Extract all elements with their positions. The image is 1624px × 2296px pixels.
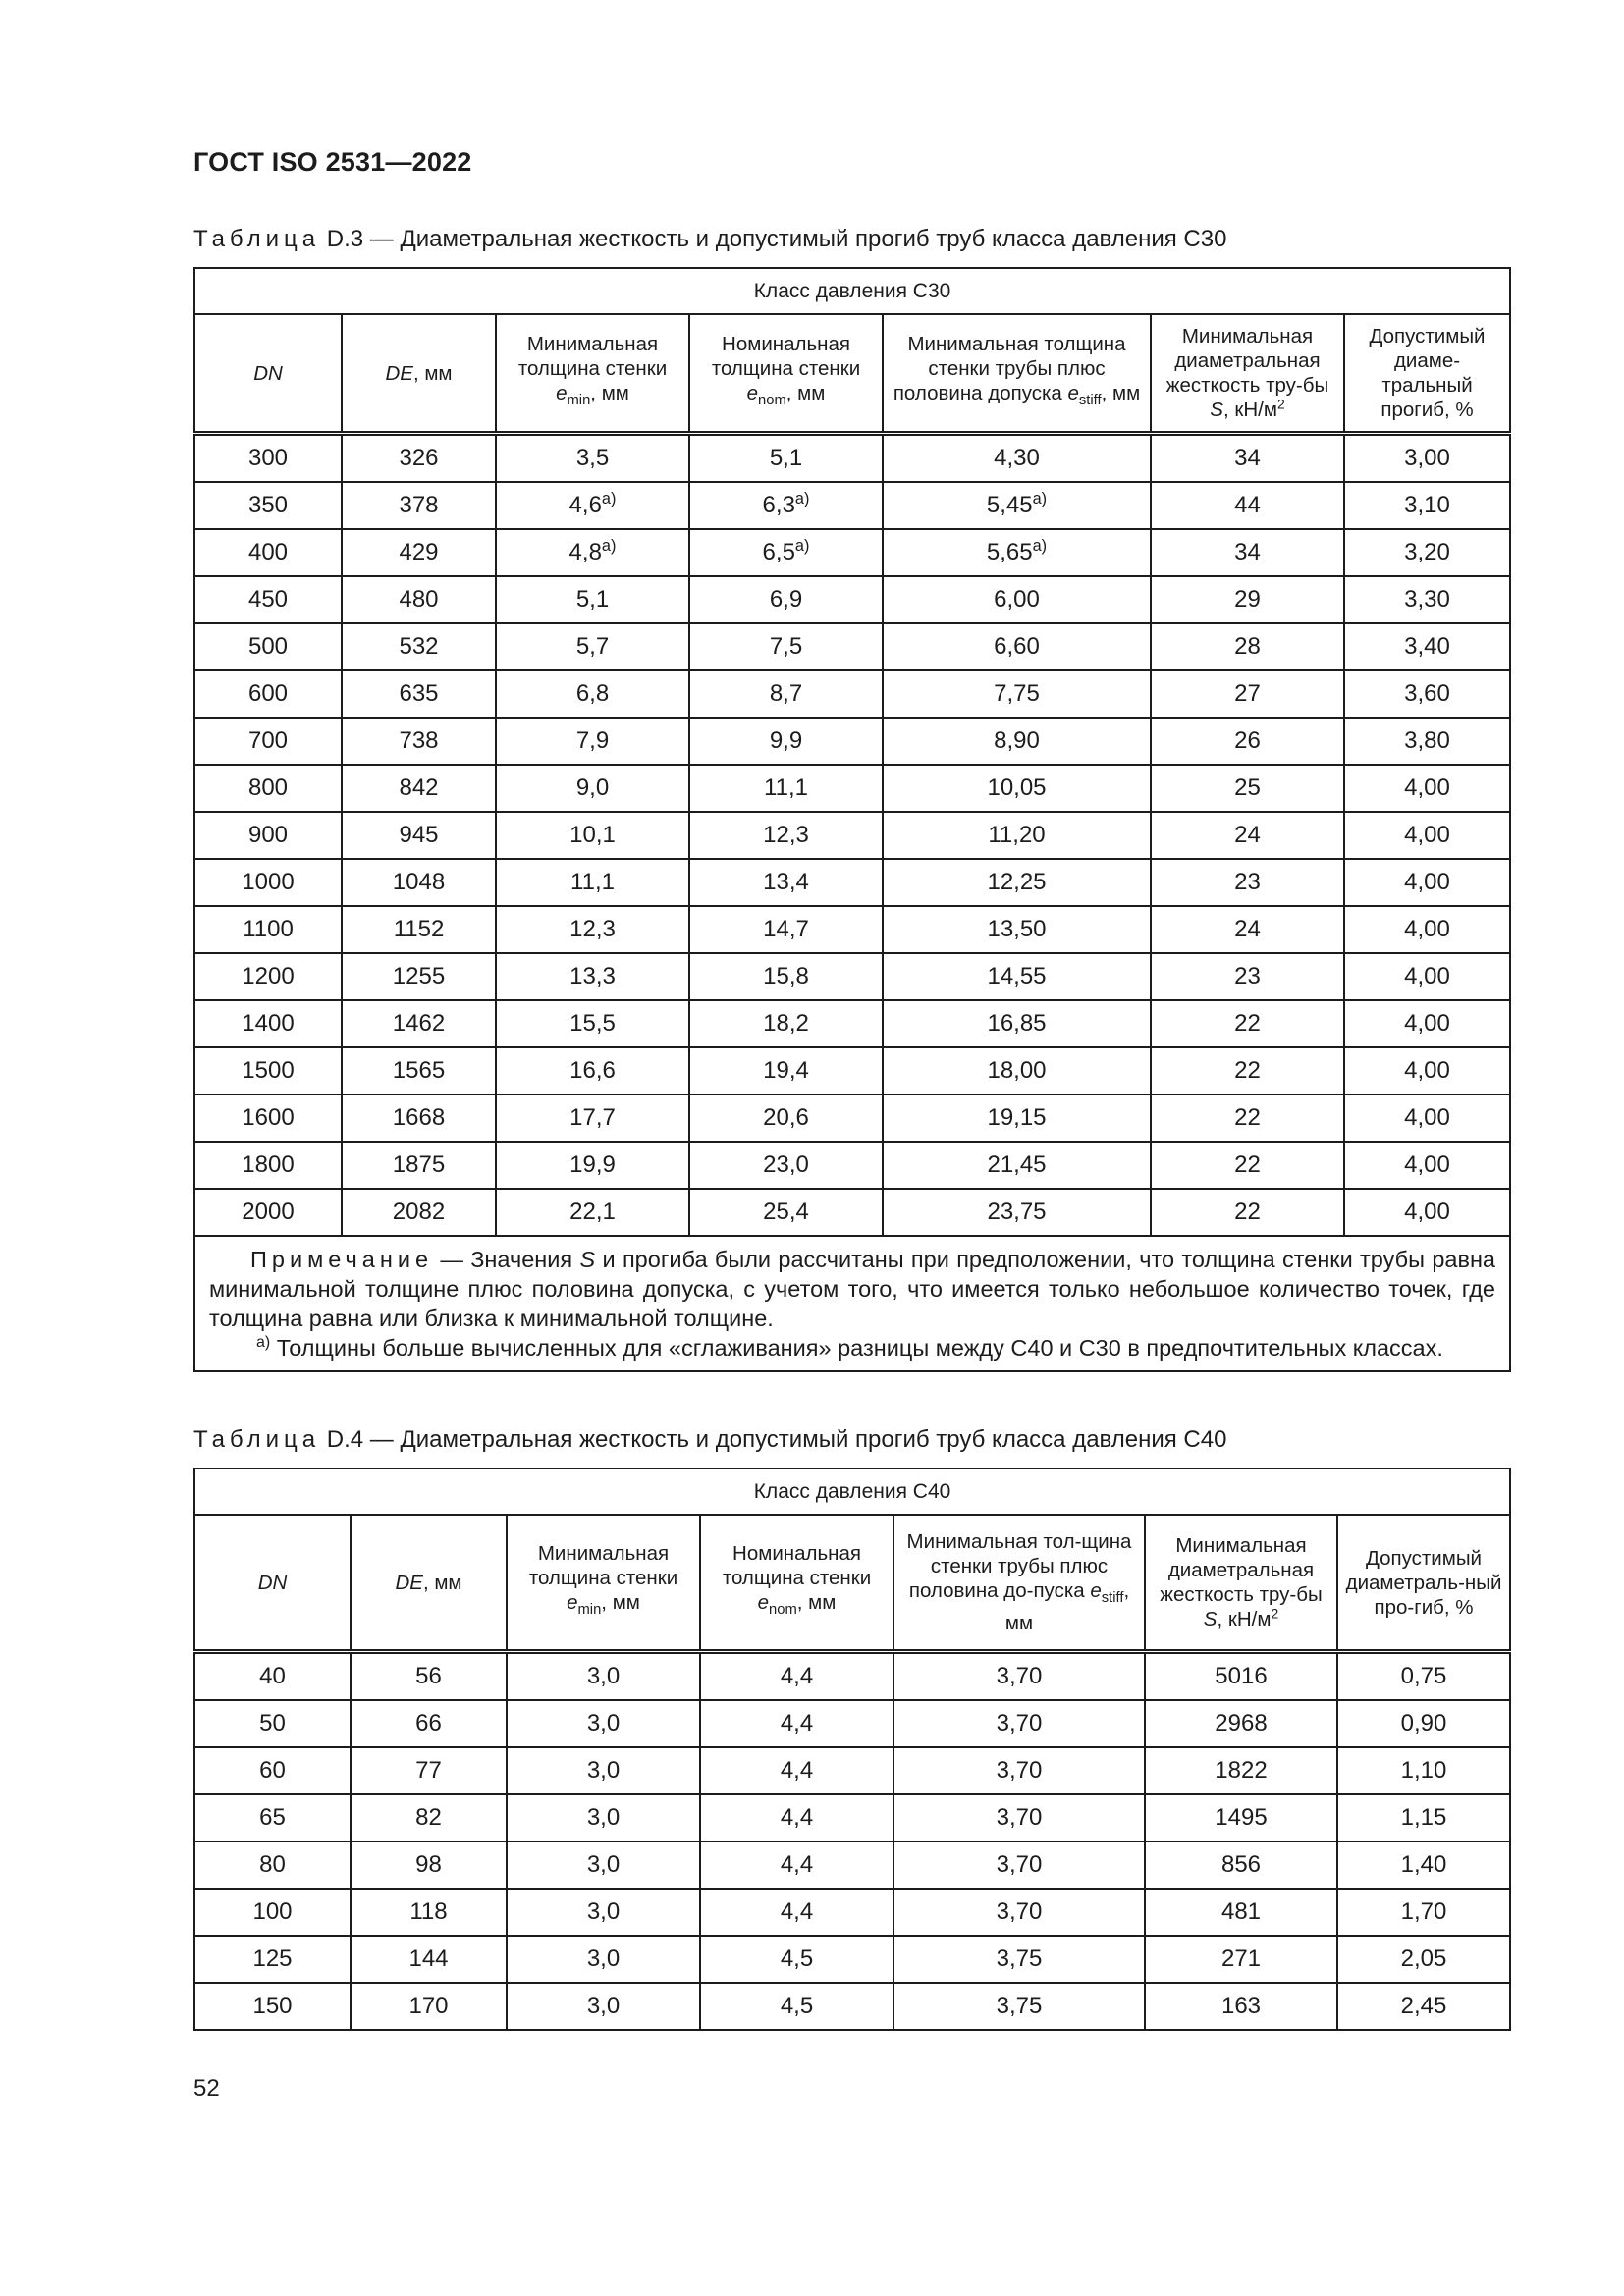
table-cell: 1100 (194, 906, 342, 953)
table-cell: 11,1 (496, 859, 689, 906)
table-cell: 4,00 (1344, 859, 1510, 906)
table-cell: 98 (351, 1842, 507, 1889)
note-paragraph: Примечание — Значения S и прогиба были рассчитаны при предположении, что толщина стенки трубы равна минимальной толщине плюс половина допуска, с учетом того, что имеется только небольшое количество точек, где толщина равна или близка к минимальной толщине. (209, 1247, 1496, 1331)
note-label: Примечание (250, 1247, 434, 1272)
table-cell: 7,75 (883, 670, 1151, 718)
footnote-mark: a) (601, 490, 617, 508)
table-cell: 4,00 (1344, 812, 1510, 859)
table-cell: 16,85 (883, 1000, 1151, 1047)
header-stiffness: Минимальная диаметральная жесткость тру-бы S, $кН/м^2$ (1151, 314, 1344, 434)
table-cell: 4,00 (1344, 1189, 1510, 1236)
table-cell: 3,20 (1344, 529, 1510, 576)
table-cell: 6,3$^{a)}$ (689, 482, 883, 529)
table-cell: 4,00 (1344, 1142, 1510, 1189)
table-cell: 4,4 (700, 1747, 893, 1794)
table-cell: 16,6 (496, 1047, 689, 1095)
table-cell: 300 (194, 434, 342, 483)
table-cell: 26 (1151, 718, 1344, 765)
table-cell: 44 (1151, 482, 1344, 529)
table-cell: 3,0 (507, 1652, 700, 1701)
table-cell: 3,00 (1344, 434, 1510, 483)
table-row (194, 859, 1510, 906)
table-cell: 22 (1151, 1142, 1344, 1189)
table-cell: 480 (342, 576, 496, 623)
table-cell: 29 (1151, 576, 1344, 623)
table-cell: 77 (351, 1747, 507, 1794)
table-cell: 13,4 (689, 859, 883, 906)
table-cell: 23,75 (883, 1189, 1151, 1236)
header-deflection: Допустимый диаме-тральный прогиб, % (1344, 314, 1510, 434)
header-de: DE, мм (342, 314, 496, 434)
table-cell: 350 (194, 482, 342, 529)
table-cell: 18,00 (883, 1047, 1151, 1095)
header-estiff: Минимальная толщина стенки трубы плюс половина допуска $e_{stiff}$, мм (883, 314, 1151, 434)
table-cell: 1500 (194, 1047, 342, 1095)
table-cell: 1875 (342, 1142, 496, 1189)
table-cell: 1,10 (1337, 1747, 1510, 1794)
table-cell: 6,9 (689, 576, 883, 623)
table-cell: 4,00 (1344, 953, 1510, 1000)
header-row (194, 314, 1510, 434)
table-cell: 15,8 (689, 953, 883, 1000)
table-cell: 4,6$^{a)}$ (496, 482, 689, 529)
table-d4-body (194, 1652, 1510, 2031)
table-cell: 800 (194, 765, 342, 812)
footnote-mark: a) (794, 537, 810, 556)
table-cell: 3,40 (1344, 623, 1510, 670)
table-cell: 0,90 (1337, 1700, 1510, 1747)
table-cell: 34 (1151, 434, 1344, 483)
table-cell: 450 (194, 576, 342, 623)
table-cell: 8,7 (689, 670, 883, 718)
table-cell: 11,20 (883, 812, 1151, 859)
table-cell: 22 (1151, 1095, 1344, 1142)
table-cell: 429 (342, 529, 496, 576)
table-cell: 1565 (342, 1047, 496, 1095)
table-cell: 3,70 (893, 1794, 1145, 1842)
table-cell: 900 (194, 812, 342, 859)
table-cell: 14,55 (883, 953, 1151, 1000)
table-row (194, 529, 1510, 576)
table-cell: 2,45 (1337, 1983, 1510, 2030)
table-cell: 66 (351, 1700, 507, 1747)
table-cell: 8,90 (883, 718, 1151, 765)
table-cell: 82 (351, 1794, 507, 1842)
table-cell: 12,25 (883, 859, 1151, 906)
header-estiff: Минимальная тол-щина стенки трубы плюс половина до-пуска $e_{stiff}$, мм (893, 1515, 1145, 1652)
table-cell: 1668 (342, 1095, 496, 1142)
table-cell: 271 (1145, 1936, 1337, 1983)
footnote-text: Толщины больше вычисленных для «сглаживания» разницы между С40 и С30 в предпочтительных классах. (270, 1335, 1443, 1361)
table-cell: 6,60 (883, 623, 1151, 670)
table-row (194, 1794, 1510, 1842)
table-row (194, 1936, 1510, 1983)
table-cell: 50 (194, 1700, 351, 1747)
table-cell: 19,15 (883, 1095, 1151, 1142)
table-cell: 12,3 (689, 812, 883, 859)
table-cell: 27 (1151, 670, 1344, 718)
table-cell: 22 (1151, 1189, 1344, 1236)
table-cell: 25 (1151, 765, 1344, 812)
table-cell: 3,70 (893, 1747, 1145, 1794)
table-cell: 22 (1151, 1047, 1344, 1095)
table-cell: 170 (351, 1983, 507, 2030)
page-number: 52 (193, 2075, 220, 2102)
table-cell: 1152 (342, 906, 496, 953)
footnote-mark: a) (794, 490, 810, 508)
table-cell: 4,4 (700, 1842, 893, 1889)
table-cell: 3,5 (496, 434, 689, 483)
table-cell: 1462 (342, 1000, 496, 1047)
table-cell: 842 (342, 765, 496, 812)
table-cell: 13,50 (883, 906, 1151, 953)
header-dn: DN (194, 314, 342, 434)
table-cell: 1600 (194, 1095, 342, 1142)
table-cell: 481 (1145, 1889, 1337, 1936)
table-cell: 3,75 (893, 1936, 1145, 1983)
table-cell: 23 (1151, 953, 1344, 1000)
table-cell: 1,40 (1337, 1842, 1510, 1889)
table-cell: 532 (342, 623, 496, 670)
document-header: ГОСТ ISO 2531—2022 (193, 147, 472, 177)
table-cell: 20,6 (689, 1095, 883, 1142)
header-enom: Номинальная толщина стенки $e_{nom}$, мм (700, 1515, 893, 1652)
table-row (194, 1700, 1510, 1747)
footnote-mark: a) (1032, 537, 1048, 556)
table-cell: 24 (1151, 906, 1344, 953)
table-cell: 100 (194, 1889, 351, 1936)
table-cell: 738 (342, 718, 496, 765)
footnote-mark: a) (1032, 490, 1048, 508)
table-cell: 22,1 (496, 1189, 689, 1236)
table-row (194, 812, 1510, 859)
table-cell: 378 (342, 482, 496, 529)
table-cell: 34 (1151, 529, 1344, 576)
header-de: DE, мм (351, 1515, 507, 1652)
table-cell: 3,70 (893, 1700, 1145, 1747)
class-label: Класс давления С40 (194, 1468, 1510, 1515)
table-row (194, 1842, 1510, 1889)
table-cell: 4,5 (700, 1983, 893, 2030)
table-cell: 3,0 (507, 1983, 700, 2030)
table-cell: 4,4 (700, 1700, 893, 1747)
table-cell: 144 (351, 1936, 507, 1983)
table-cell: 3,60 (1344, 670, 1510, 718)
table-cell: 4,5 (700, 1936, 893, 1983)
table-cell: 635 (342, 670, 496, 718)
table-cell: 4,4 (700, 1889, 893, 1936)
table-cell: 10,05 (883, 765, 1151, 812)
table-cell: 2,05 (1337, 1936, 1510, 1983)
table-cell: 1048 (342, 859, 496, 906)
table-row (194, 765, 1510, 812)
table-cell: 600 (194, 670, 342, 718)
table-cell: 23,0 (689, 1142, 883, 1189)
caption-text: D.3 — Диаметральная жесткость и допустимый прогиб труб класса давления С30 (320, 226, 1227, 252)
class-label: Класс давления С30 (194, 268, 1510, 314)
table-cell: 1400 (194, 1000, 342, 1047)
table-cell: 3,0 (507, 1747, 700, 1794)
table-cell: 3,0 (507, 1700, 700, 1747)
table-cell: 11,1 (689, 765, 883, 812)
table-cell: 118 (351, 1889, 507, 1936)
header-emin: Минимальная толщина стенки $e_{min}$, мм (507, 1515, 700, 1652)
table-cell: 28 (1151, 623, 1344, 670)
table-d3 (193, 267, 1511, 1372)
table-row (194, 576, 1510, 623)
table-cell: 24 (1151, 812, 1344, 859)
table-cell: 4,8$^{a)}$ (496, 529, 689, 576)
table-d3-body (194, 434, 1510, 1237)
table-cell: 163 (1145, 1983, 1337, 2030)
header-dn: DN (194, 1515, 351, 1652)
table-cell: 500 (194, 623, 342, 670)
table-cell: 3,0 (507, 1889, 700, 1936)
table-cell: 7,9 (496, 718, 689, 765)
table-cell: 10,1 (496, 812, 689, 859)
table-cell: 19,9 (496, 1142, 689, 1189)
table-cell: 12,3 (496, 906, 689, 953)
table-d4 (193, 1468, 1511, 2031)
table-row (194, 1983, 1510, 2030)
table-cell: 1,70 (1337, 1889, 1510, 1936)
table-cell: 60 (194, 1747, 351, 1794)
table-cell: 1200 (194, 953, 342, 1000)
table-cell: 65 (194, 1794, 351, 1842)
table-cell: 3,30 (1344, 576, 1510, 623)
table-cell: 56 (351, 1652, 507, 1701)
caption-text: D.4 — Диаметральная жесткость и допустимый прогиб труб класса давления С40 (320, 1426, 1227, 1453)
table-cell: 13,3 (496, 953, 689, 1000)
table-cell: 7,5 (689, 623, 883, 670)
table-row (194, 906, 1510, 953)
table-cell: 1000 (194, 859, 342, 906)
table-cell: 5016 (1145, 1652, 1337, 1701)
table-cell: 5,7 (496, 623, 689, 670)
table-cell: 4,4 (700, 1652, 893, 1701)
table-cell: 4,00 (1344, 1095, 1510, 1142)
table-cell: 1,15 (1337, 1794, 1510, 1842)
table-cell: 14,7 (689, 906, 883, 953)
table-cell: 4,00 (1344, 765, 1510, 812)
table-cell: 1255 (342, 953, 496, 1000)
table-cell: 1822 (1145, 1747, 1337, 1794)
table-note (194, 1236, 1510, 1371)
table-cell: 4,00 (1344, 1000, 1510, 1047)
table-cell: 3,70 (893, 1889, 1145, 1936)
table-cell: 1495 (1145, 1794, 1337, 1842)
table-cell: 2968 (1145, 1700, 1337, 1747)
table-cell: 25,4 (689, 1189, 883, 1236)
table-cell: 4,30 (883, 434, 1151, 483)
table-cell: 5,45$^{a)}$ (883, 482, 1151, 529)
table-cell: 5,65$^{a)}$ (883, 529, 1151, 576)
table-cell: 9,9 (689, 718, 883, 765)
table-row (194, 1189, 1510, 1236)
table-cell: 2082 (342, 1189, 496, 1236)
table-cell: 125 (194, 1936, 351, 1983)
table-cell: 5,1 (496, 576, 689, 623)
table-row (194, 623, 1510, 670)
table-cell: 40 (194, 1652, 351, 1701)
header-deflection: Допустимый диаметраль-ный про-гиб, % (1337, 1515, 1510, 1652)
table-d4-caption (193, 1426, 1226, 1454)
table-cell: 4,00 (1344, 1047, 1510, 1095)
table-cell: 23 (1151, 859, 1344, 906)
table-cell: 3,70 (893, 1652, 1145, 1701)
caption-prefix: Таблица (193, 1426, 321, 1453)
table-cell: 3,0 (507, 1794, 700, 1842)
table-cell: 700 (194, 718, 342, 765)
table-d3-caption (193, 226, 1226, 253)
table-cell: 80 (194, 1842, 351, 1889)
table-cell: 3,80 (1344, 718, 1510, 765)
table-cell: 3,70 (893, 1842, 1145, 1889)
table-row (194, 1889, 1510, 1936)
table-row (194, 1652, 1510, 1701)
table-row (194, 482, 1510, 529)
table-cell: 6,00 (883, 576, 1151, 623)
table-row (194, 1047, 1510, 1095)
table-cell: 6,8 (496, 670, 689, 718)
table-cell: 4,4 (700, 1794, 893, 1842)
table-cell: 18,2 (689, 1000, 883, 1047)
table-cell: 3,10 (1344, 482, 1510, 529)
table-cell: 150 (194, 1983, 351, 2030)
table-cell: 22 (1151, 1000, 1344, 1047)
header-stiffness: Минимальная диаметральная жесткость тру-бы S, $кН/м^2$ (1145, 1515, 1337, 1652)
table-cell: 3,75 (893, 1983, 1145, 2030)
table-row (194, 1095, 1510, 1142)
caption-prefix: Таблица (193, 226, 321, 252)
footnote-mark: a) (601, 537, 617, 556)
table-cell: 15,5 (496, 1000, 689, 1047)
table-cell: 3,0 (507, 1842, 700, 1889)
header-emin: Минимальная толщина стенки $e_{min}$, мм (496, 314, 689, 434)
header-row (194, 1515, 1510, 1652)
table-row (194, 718, 1510, 765)
table-cell: 326 (342, 434, 496, 483)
footnote (209, 1333, 1495, 1362)
table-row (194, 953, 1510, 1000)
table-row (194, 1142, 1510, 1189)
footnote-mark: a) (256, 1334, 271, 1352)
header-enom: Номинальная толщина стенки $e_{nom}$, мм (689, 314, 883, 434)
table-row (194, 1747, 1510, 1794)
table-cell: 945 (342, 812, 496, 859)
table-cell: 19,4 (689, 1047, 883, 1095)
table-cell: 400 (194, 529, 342, 576)
table-cell: 2000 (194, 1189, 342, 1236)
table-row (194, 434, 1510, 483)
table-row (194, 1000, 1510, 1047)
table-cell: 856 (1145, 1842, 1337, 1889)
table-cell: 6,5$^{a)}$ (689, 529, 883, 576)
table-cell: 17,7 (496, 1095, 689, 1142)
table-cell: 0,75 (1337, 1652, 1510, 1701)
table-cell: 21,45 (883, 1142, 1151, 1189)
table-cell: 9,0 (496, 765, 689, 812)
table-cell: 1800 (194, 1142, 342, 1189)
table-row (194, 670, 1510, 718)
table-cell: 4,00 (1344, 906, 1510, 953)
table-cell: 3,0 (507, 1936, 700, 1983)
table-cell: 5,1 (689, 434, 883, 483)
